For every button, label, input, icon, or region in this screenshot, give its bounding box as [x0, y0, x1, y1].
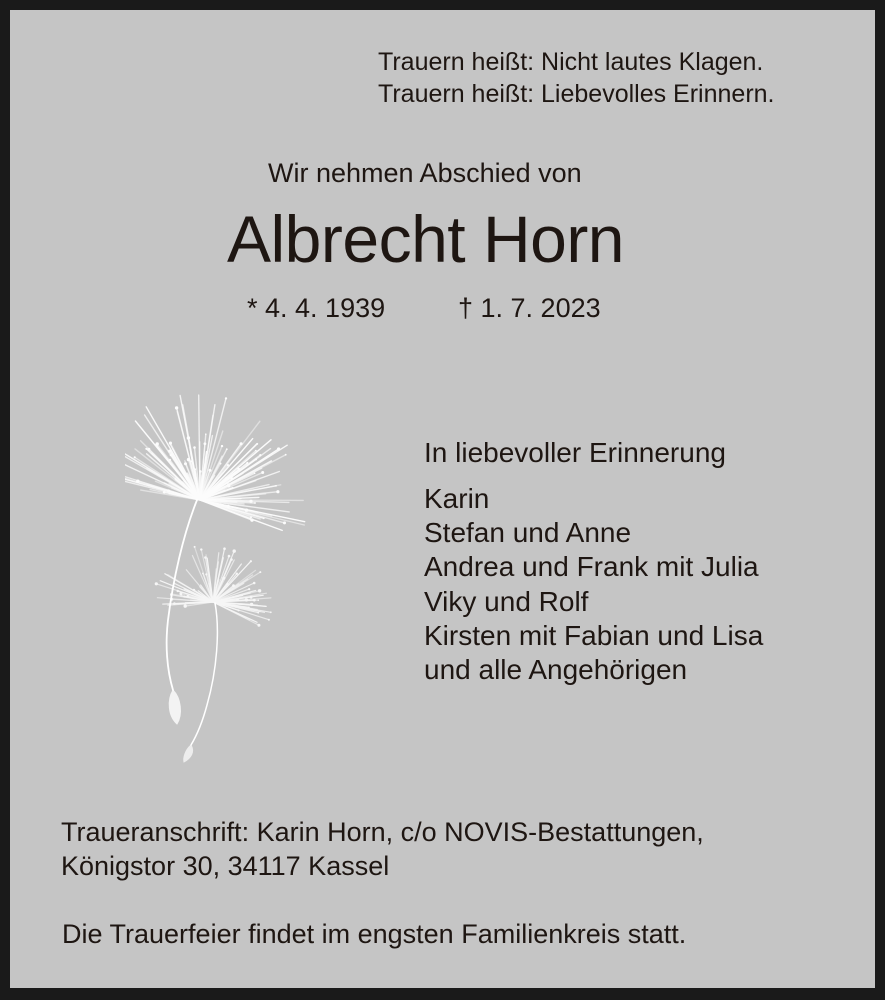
obituary-card	[10, 10, 875, 988]
mourner-item: und alle Angehörigen	[424, 654, 688, 685]
motto-line-2: Trauern heißt: Liebevolles Erinnern.	[378, 80, 775, 108]
mourner-item: Kirsten mit Fabian und Lisa	[424, 620, 764, 651]
service-note: Die Trauerfeier findet im engsten Familienkreis statt.	[62, 919, 687, 949]
farewell-intro: Wir nehmen Abschied von	[268, 158, 582, 188]
mourner-item: Viky und Rolf	[424, 586, 589, 617]
dandelion-seeds-icon	[125, 370, 325, 765]
mourners-heading: In liebevoller Erinnerung	[424, 437, 726, 468]
death-date: † 1. 7. 2023	[458, 293, 601, 323]
birth-date: * 4. 4. 1939	[247, 293, 386, 323]
deceased-name: Albrecht Horn	[227, 202, 625, 276]
motto-line-1: Trauern heißt: Nicht lautes Klagen.	[378, 48, 764, 76]
address-line-1: Traueranschrift: Karin Horn, c/o NOVIS-Bestattungen,	[61, 817, 704, 847]
mourner-item: Karin	[424, 483, 490, 514]
mourner-item: Stefan und Anne	[424, 517, 632, 548]
address-line-2: Königstor 30, 34117 Kassel	[61, 851, 390, 881]
mourner-item: Andrea und Frank mit Julia	[424, 551, 759, 582]
